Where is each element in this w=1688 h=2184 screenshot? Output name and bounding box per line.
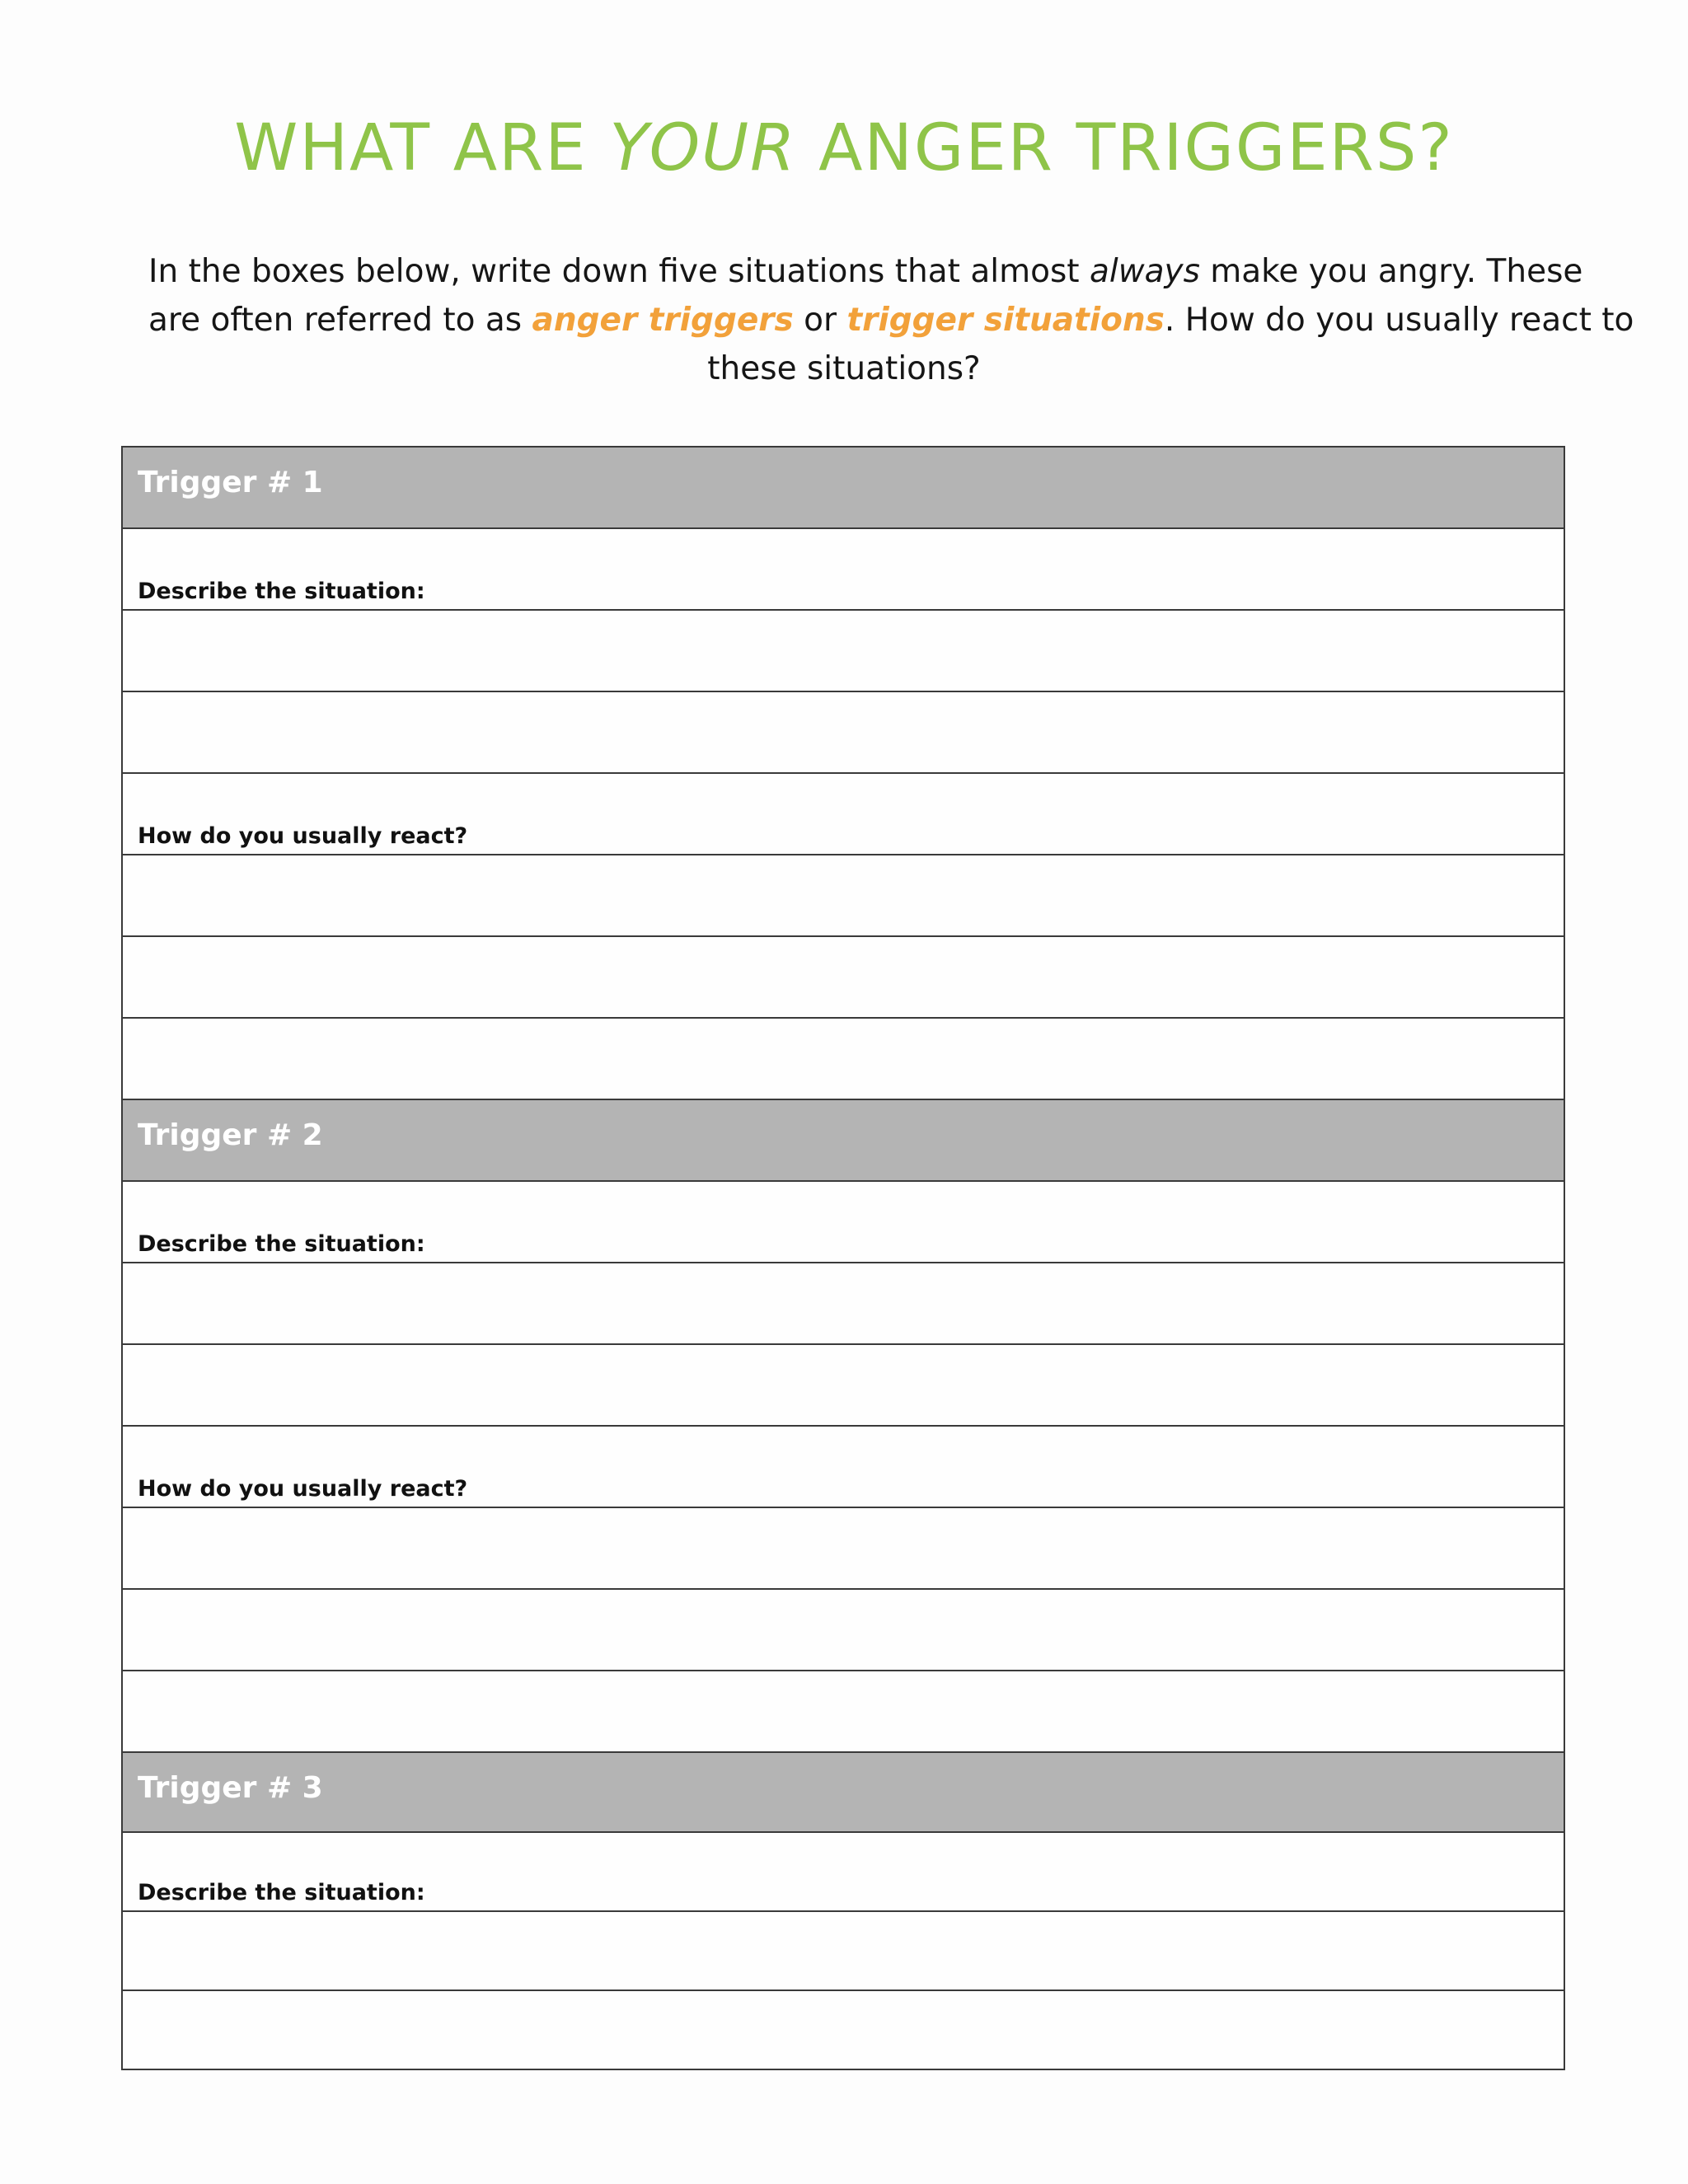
intro-line-3: these situations?: [707, 350, 981, 387]
trigger-2-reaction-line-2[interactable]: [123, 1590, 1564, 1671]
reaction-prompt-label: How do you usually react?: [138, 823, 468, 849]
trigger-1-reaction-prompt-row[interactable]: [123, 774, 1564, 855]
trigger-1-reaction-line-1[interactable]: [123, 855, 1564, 937]
trigger-2-situation-line-2[interactable]: [123, 1345, 1564, 1427]
trigger-1-header: [123, 448, 1564, 529]
trigger-1-situation-prompt-row[interactable]: [123, 529, 1564, 611]
trigger-1-reaction-line-2[interactable]: [123, 937, 1564, 1019]
intro-emphasis: always: [1089, 253, 1200, 290]
trigger-3-situation-prompt-row[interactable]: [123, 1833, 1564, 1912]
trigger-3-situation-line-2[interactable]: [123, 1991, 1564, 2069]
trigger-2-reaction-prompt-row[interactable]: [123, 1427, 1564, 1508]
title-part-1: WHAT ARE: [234, 111, 610, 185]
title-part-2: YOUR: [609, 111, 797, 185]
trigger-1-situation-line-2[interactable]: [123, 692, 1564, 774]
trigger-2-situation-prompt-row[interactable]: [123, 1182, 1564, 1263]
intro-line-1: [148, 247, 1583, 296]
trigger-1-reaction-line-3[interactable]: [123, 1019, 1564, 1100]
trigger-2-reaction-line-3[interactable]: [123, 1671, 1564, 1753]
trigger-1-situation-line-1[interactable]: [123, 611, 1564, 692]
title-part-3: ANGER TRIGGERS?: [796, 111, 1454, 185]
trigger-2-reaction-line-1[interactable]: [123, 1508, 1564, 1590]
intro-line-2: [148, 296, 1634, 344]
trigger-1-title: Trigger # 1: [138, 466, 323, 499]
intro-text: are often referred to as: [148, 302, 532, 339]
intro-text: make you angry. These: [1199, 253, 1583, 290]
highlight-trigger-situations: trigger situations: [846, 302, 1165, 339]
trigger-2-situation-line-1[interactable]: [123, 1263, 1564, 1345]
intro-paragraph: [148, 247, 1634, 393]
highlight-anger-triggers: anger triggers: [532, 302, 794, 339]
page-title: [0, 111, 1688, 185]
intro-text: . How do you usually react to: [1164, 302, 1634, 339]
intro-text: or: [793, 302, 847, 339]
situation-prompt-label: Describe the situation:: [138, 579, 425, 604]
trigger-3-title: Trigger # 3: [138, 1771, 323, 1805]
trigger-3-situation-line-1[interactable]: [123, 1912, 1564, 1991]
reaction-prompt-label: How do you usually react?: [138, 1476, 468, 1502]
trigger-3-header: [123, 1753, 1564, 1833]
intro-text: In the boxes below, write down five situations that almost: [148, 253, 1090, 290]
trigger-2-title: Trigger # 2: [138, 1118, 323, 1152]
trigger-worksheet: [121, 446, 1565, 2070]
situation-prompt-label: Describe the situation:: [138, 1231, 425, 1257]
trigger-2-header: [123, 1100, 1564, 1182]
situation-prompt-label: Describe the situation:: [138, 1880, 425, 1905]
